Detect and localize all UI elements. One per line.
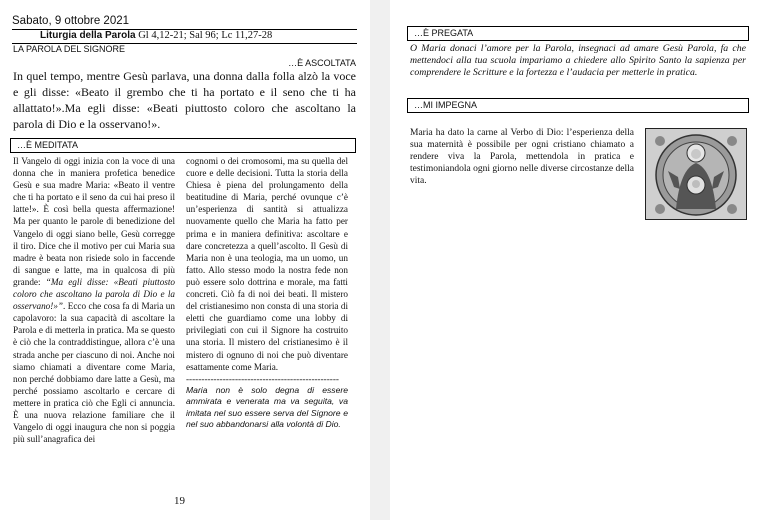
meditation-quote: “Ma egli disse: «Beati piuttosto coloro che ascoltano la parola di Dio e la osservano!»”	[13, 276, 176, 312]
madonna-orans-icon	[645, 128, 747, 220]
gospel-text: In quel tempo, mentre Gesù parlava, una donna dalla folla alzò la voce e gli disse: «Beato il grembo che ti ha portato e il seno che ti ha allattato!».Ma egli disse: «Beati piuttosto coloro che ascoltano la parola di Dio e la osservano!».	[13, 69, 356, 131]
section-title: LA PAROLA DEL SIGNORE	[13, 44, 126, 54]
meditation-text-2: . Ecco che cosa fa di Maria un capolavoro: la sua capacità di ascoltare la Parola e di metterla in pratica. Ma se questo è ciò che la contraddistingue, allora c’è una strada anche per ciascuno di noi. Anche noi siamo chiamati a diventare come Maria, non perché dobbiamo dare latte a Gesù, ma perché possiamo ascoltarlo e cercare di mettere in pratica ciò che Egli ci annuncia. È una nuova relazione familiare che il Vangelo di oggi inaugura che non si poggia più sull’anagrafica dei	[13, 301, 175, 445]
prayer-text: O Maria donaci l’amore per la Parola, insegnaci ad amare Gesù Parola, fa che mettendoci alla tua scuola impariamo a chiedere allo Spirito Santo la sapienza per comprendere le Scritture e la fortezza e l’audacia per metterle in pratica.	[410, 43, 746, 79]
impegna-label: …MI IMPEGNA	[414, 100, 478, 110]
icon-artwork	[646, 129, 746, 219]
meditation-text-1: Il Vangelo di oggi inizia con la voce di una donna che in maniera profetica benedice Gesù e sua madre Maria: «Beato il ventre che ti ha portato e il seno da cui hai preso il latte!». È così bella questa affermazione! Ma per quanto le parole di benedizione del Vangelo di oggi siano belle, Gesù corregge il tiro. Dice che il motivo per cui Maria sua madre è beata non risiede solo in faccende di sangue e latte, ma in qualcosa di più grande:	[13, 156, 175, 287]
meditata-label: …È MEDITATA	[17, 140, 79, 150]
commitment-text: Maria ha dato la carne al Verbo di Dio: l’esperienza della sua maternità è possibile per ogni cristiano chiamato a rendere viva la Parola, mettendola in pratica e testimoniandola ogni giorno nelle diverse circostanze della vita.	[410, 128, 634, 186]
liturgy-refs: Gl 4,12-21; Sal 96; Lc 11,27-28	[138, 30, 273, 41]
meditation-column-2	[186, 155, 348, 430]
meditata-box	[10, 138, 356, 153]
meditation-column-1	[13, 155, 175, 445]
left-page	[0, 0, 370, 520]
pregata-box	[407, 26, 749, 41]
liturgy-title: Liturgia della Parola	[40, 30, 136, 41]
page-number: 19	[174, 495, 185, 507]
meditation-text-3: cognomi o dei cromosomi, ma su quella del cuore e delle decisioni. Tutta la storia della Chiesa è piena del prolungamento della beatitudine di Maria, perché ovunque c’è un’esperienza di santità si attualizza nuovamente quello che Maria ha fatto per prima e in maniera definitiva: ascoltare e dare concretezza a quell’ascolto. Il Gesù di Maria non è una teologia, ma un uomo, un fatto. Allo stesso modo la nostra fede non può essere solo dottrina e morale, ma fatti concreti. Ciò fa di noi dei beati. Il mistero del cristianesimo non consta di una storia di eletti che guardiamo come una lobby di privilegiati con cui il Signore ha costruito una storia. Il mistero del cristianesimo è il mistero di ognuno di noi che può diventare esattamente come Maria.	[186, 156, 348, 372]
closing-quote: Maria non è solo degna di essere ammirata e venerata ma va seguita, va imitata nel suo essere serva del Signore e nel suo abbandonarsi alla volontà di Dio.	[186, 384, 348, 429]
pregata-label: …È PREGATA	[414, 28, 474, 38]
separator-line: --------------------------------------------------	[186, 373, 339, 384]
ascoltata-label: …È ASCOLTATA	[288, 58, 356, 68]
date-heading: Sabato, 9 ottobre 2021	[12, 15, 130, 27]
liturgy-heading	[40, 30, 272, 41]
page-gutter	[370, 0, 390, 520]
impegna-box	[407, 98, 749, 113]
